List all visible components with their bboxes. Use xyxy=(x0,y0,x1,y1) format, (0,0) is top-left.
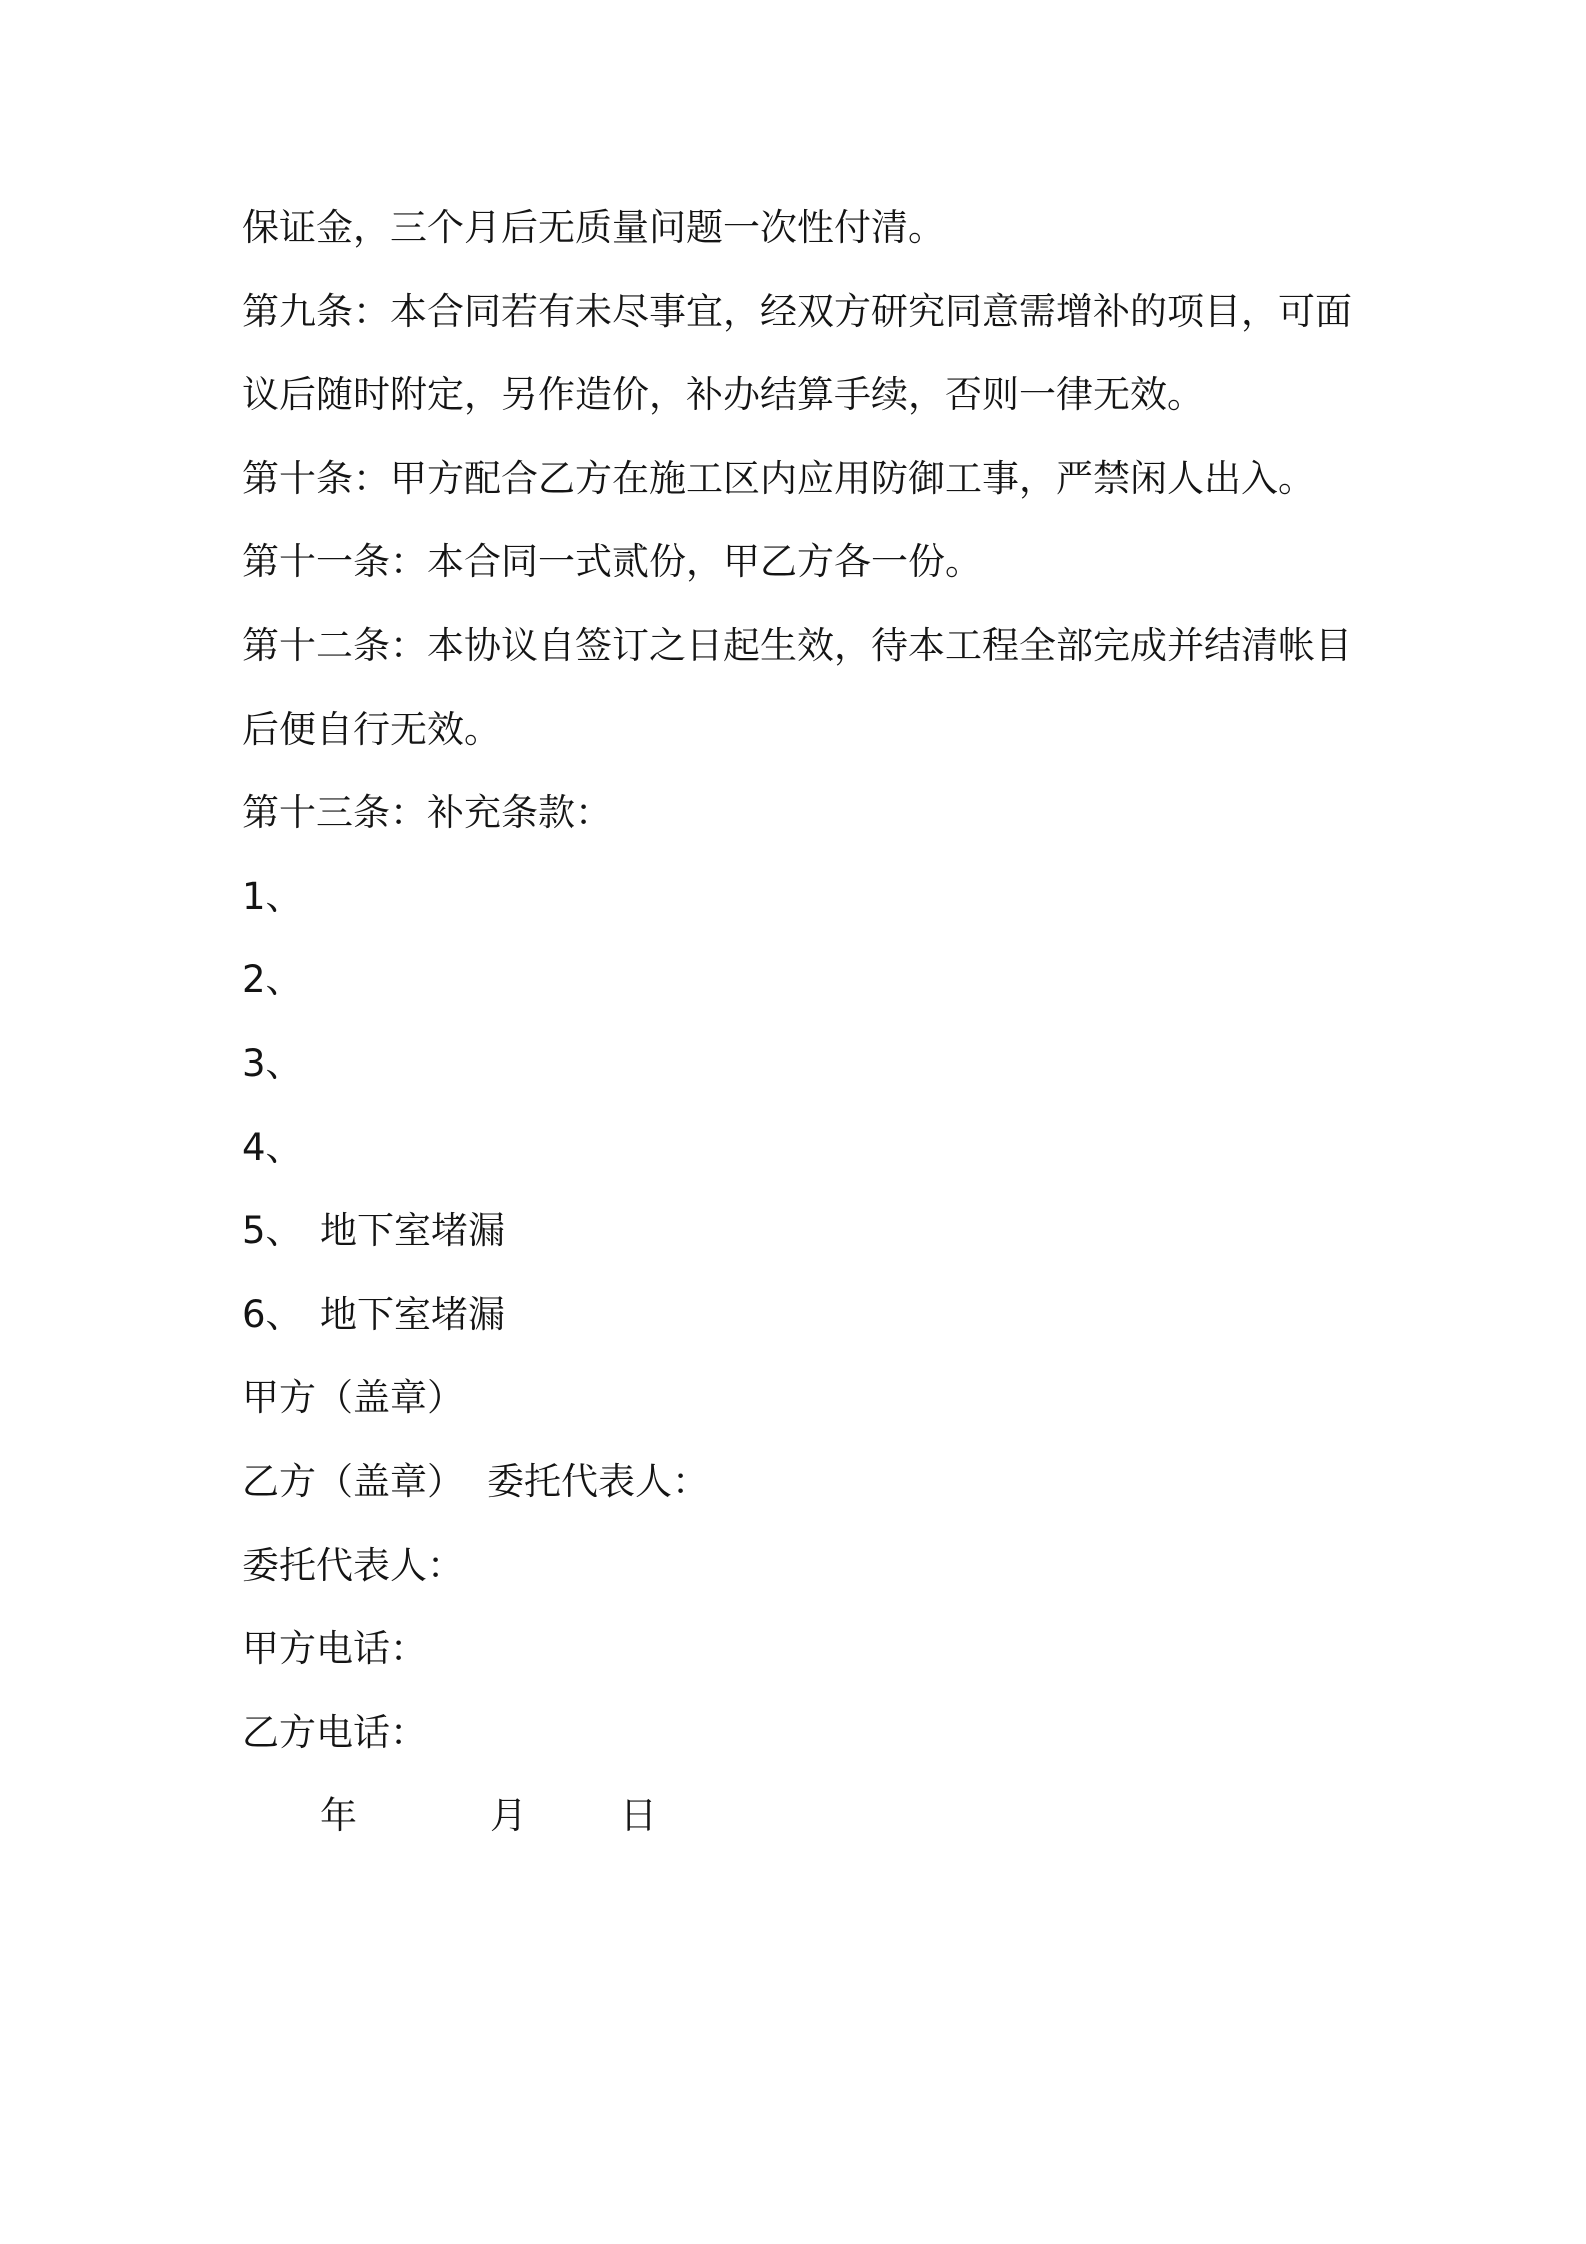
supplement-item-1 xyxy=(242,855,1586,939)
clause-8-tail: 保证金，三个月后无质量问题一次性付清。 xyxy=(242,206,945,249)
supplement-item-4 xyxy=(242,1106,1586,1190)
signing-date xyxy=(242,1774,1586,1858)
clause-9-line-1: 第九条：本合同若有未尽事宜，经双方研究同意需增补的项目，可面 xyxy=(242,289,1352,333)
supplement-item-number: 5、 xyxy=(242,1209,303,1253)
date-day-label: 日 xyxy=(620,1794,657,1838)
supplement-item-number: 3、 xyxy=(242,1041,303,1085)
supplement-item-number: 6、 xyxy=(242,1292,303,1336)
party-a-seal: 甲方（盖章） xyxy=(242,1376,464,1420)
supplement-item-number: 2、 xyxy=(242,958,303,1002)
clause-10: 第十条：甲方配合乙方在施工区内应用防御工事，严禁闲人出入。 xyxy=(242,456,1315,500)
clause-12-line-2: 后便自行无效。 xyxy=(242,707,501,751)
supplement-item-number: 4、 xyxy=(242,1125,303,1169)
supplement-item-5 xyxy=(242,1189,1586,1273)
party-b-phone: 乙方电话： xyxy=(242,1710,427,1754)
supplement-item-number: 1、 xyxy=(242,874,303,918)
supplement-item-2 xyxy=(242,938,1586,1022)
supplement-item-6 xyxy=(242,1273,1586,1357)
party-b-seal-row xyxy=(242,1440,1586,1524)
clause-12-line-1: 第十二条：本协议自签订之日起生效，待本工程全部完成并结清帐目 xyxy=(242,623,1352,667)
date-year-label: 年 xyxy=(320,1794,357,1838)
supplement-item-text: 地下室堵漏 xyxy=(320,1292,505,1336)
party-b-seal: 乙方（盖章） xyxy=(242,1459,464,1503)
party-a-representative: 委托代表人： xyxy=(242,1543,464,1587)
party-b-representative: 委托代表人： xyxy=(487,1459,709,1503)
date-month-label: 月 xyxy=(490,1794,527,1838)
clause-13-heading: 第十三条：补充条款： xyxy=(242,791,612,835)
clause-11: 第十一条：本合同一式贰份，甲乙方各一份。 xyxy=(242,540,982,584)
supplement-item-text: 地下室堵漏 xyxy=(320,1209,505,1253)
supplement-item-3 xyxy=(242,1022,1586,1106)
party-a-phone: 甲方电话： xyxy=(242,1627,427,1671)
clause-9-line-2: 议后随时附定，另作造价，补办结算手续，否则一律无效。 xyxy=(242,373,1204,417)
